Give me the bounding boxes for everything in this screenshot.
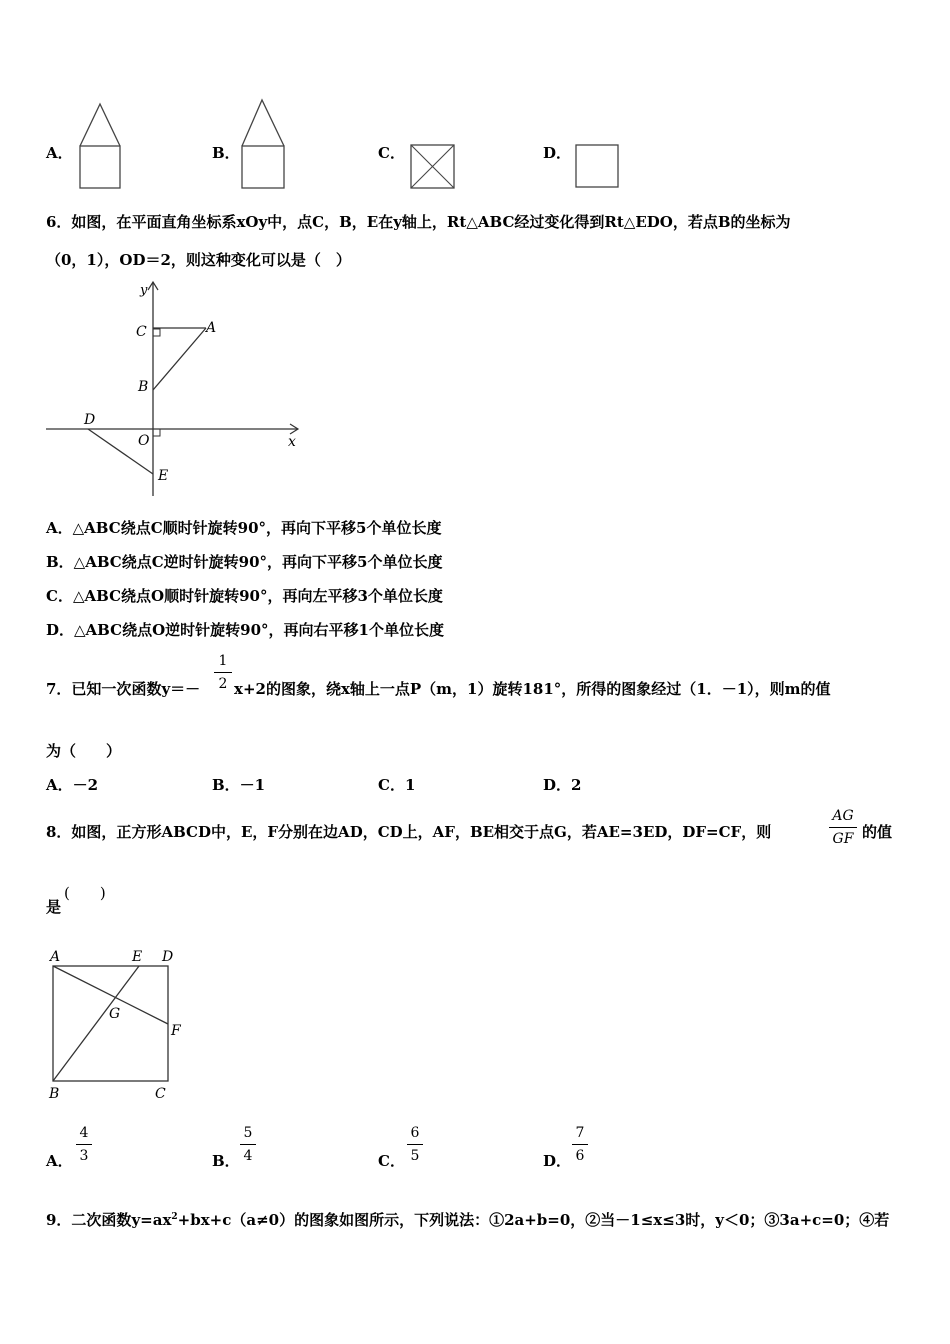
- q8-question-text: 8．如图，正方形ABCD中，E，F分别在边AD，CD上，AF，BE相交于点G，若AE=3ED，DF=CF，则: [46, 823, 772, 841]
- q5-option-d-label: D．: [543, 144, 572, 162]
- q8-option-c-letter: C．: [378, 1152, 405, 1170]
- q8-option-b-fraction: [240, 1124, 256, 1165]
- q7-fraction: [214, 652, 232, 693]
- q8-fraction-numerator: AG: [832, 808, 854, 824]
- q9-question-text: [46, 1209, 889, 1230]
- q7-option-c: C．1: [378, 776, 416, 794]
- q6-label-d: D: [84, 412, 96, 428]
- q7-option-a: A．－2: [46, 776, 99, 794]
- q7-fraction-denominator: 2: [218, 676, 228, 692]
- q7-question-suffix: x+2的图象，绕x轴上一点P（m，1）旋转181°，所得的图象经过（1．－1），则m的值: [234, 680, 831, 698]
- q9-superscript: 2: [171, 1212, 178, 1222]
- q7-option-b: B．－1: [212, 776, 266, 794]
- q6-label-b: B: [138, 379, 149, 395]
- q8-option-a-numerator: 4: [79, 1125, 89, 1141]
- q8-label-f: F: [171, 1023, 181, 1039]
- q5-option-b-label: B．: [212, 144, 240, 162]
- q8-option-c-fraction: [407, 1124, 423, 1165]
- q8-option-d-fraction: [572, 1124, 588, 1165]
- q5-option-a-label: A．: [46, 144, 73, 162]
- q5-option-c-figure: [408, 142, 458, 192]
- q8-label-b: B: [49, 1086, 60, 1102]
- q8-option-b-numerator: 5: [243, 1125, 253, 1141]
- q7-fraction-numerator: 1: [218, 653, 228, 669]
- q6-coordinate-figure: [40, 278, 310, 503]
- q8-question-tail: 的值: [862, 823, 893, 841]
- q8-label-c: C: [155, 1086, 166, 1102]
- q6-option-c: C．△ABC绕点O顺时针旋转90°，再向左平移3个单位长度: [46, 587, 443, 605]
- q8-option-b-denominator: 4: [243, 1148, 253, 1164]
- q8-option-d-letter: D．: [543, 1152, 572, 1170]
- q8-option-d-denominator: 6: [575, 1148, 585, 1164]
- q7-option-d: D．2: [543, 776, 582, 794]
- q8-option-a-denominator: 3: [79, 1148, 89, 1164]
- q8-label-a: A: [50, 949, 61, 965]
- q6-label-o: O: [138, 433, 150, 449]
- q6-option-b: B．△ABC绕点C逆时针旋转90°，再向下平移5个单位长度: [46, 553, 443, 571]
- q8-question-line2: 是: [46, 898, 62, 916]
- q8-label-g: G: [109, 1006, 121, 1022]
- q6-option-a: A．△ABC绕点C顺时针旋转90°，再向下平移5个单位长度: [46, 519, 442, 537]
- q8-option-a-fraction: [76, 1124, 92, 1165]
- q9-text-part-b: +bx+c（a≠0）的图象如图所示，下列说法：①2a+b=0，②当－1≤x≤3时，y＜0；③3a+c=0；④若: [177, 1211, 890, 1229]
- q6-label-e: E: [158, 468, 169, 484]
- q8-label-e: E: [132, 949, 143, 965]
- q7-question-prefix: 7．已知一次函数y＝－: [46, 680, 201, 698]
- q5-option-c-label: C．: [378, 144, 405, 162]
- q6-label-y: y: [140, 283, 148, 298]
- q8-option-b-letter: B．: [212, 1152, 240, 1170]
- q8-option-a-letter: A．: [46, 1152, 73, 1170]
- q6-option-d: D．△ABC绕点O逆时针旋转90°，再向右平移1个单位长度: [46, 621, 444, 639]
- q6-label-a: A: [206, 320, 217, 336]
- q8-option-c-numerator: 6: [410, 1125, 420, 1141]
- q8-square-figure: [40, 944, 190, 1106]
- q6-label-c: C: [136, 324, 147, 340]
- q5-option-d-figure: [573, 142, 623, 192]
- q5-option-a-figure: [76, 100, 126, 192]
- q8-label-d: D: [162, 949, 174, 965]
- q8-answer-parentheses: ( ): [64, 884, 106, 902]
- q6-question-line2: （0，1），OD＝2，则这种变化可以是（ ）: [46, 251, 351, 269]
- q6-question-line1: 6．如图，在平面直角坐标系xOy中，点C，B，E在y轴上，Rt△ABC经过变化得到Rt△EDO，若点B的坐标为: [46, 213, 791, 231]
- q7-question-line2: 为（ ）: [46, 742, 122, 760]
- q5-option-b-figure: [238, 96, 290, 192]
- q8-fraction-denominator: GF: [832, 831, 854, 847]
- q8-fraction: [829, 807, 857, 848]
- q9-text-part-a: 9．二次函数y=ax: [46, 1211, 172, 1229]
- q8-option-c-denominator: 5: [410, 1148, 420, 1164]
- q8-option-d-numerator: 7: [575, 1125, 585, 1141]
- q6-label-x: x: [288, 434, 296, 450]
